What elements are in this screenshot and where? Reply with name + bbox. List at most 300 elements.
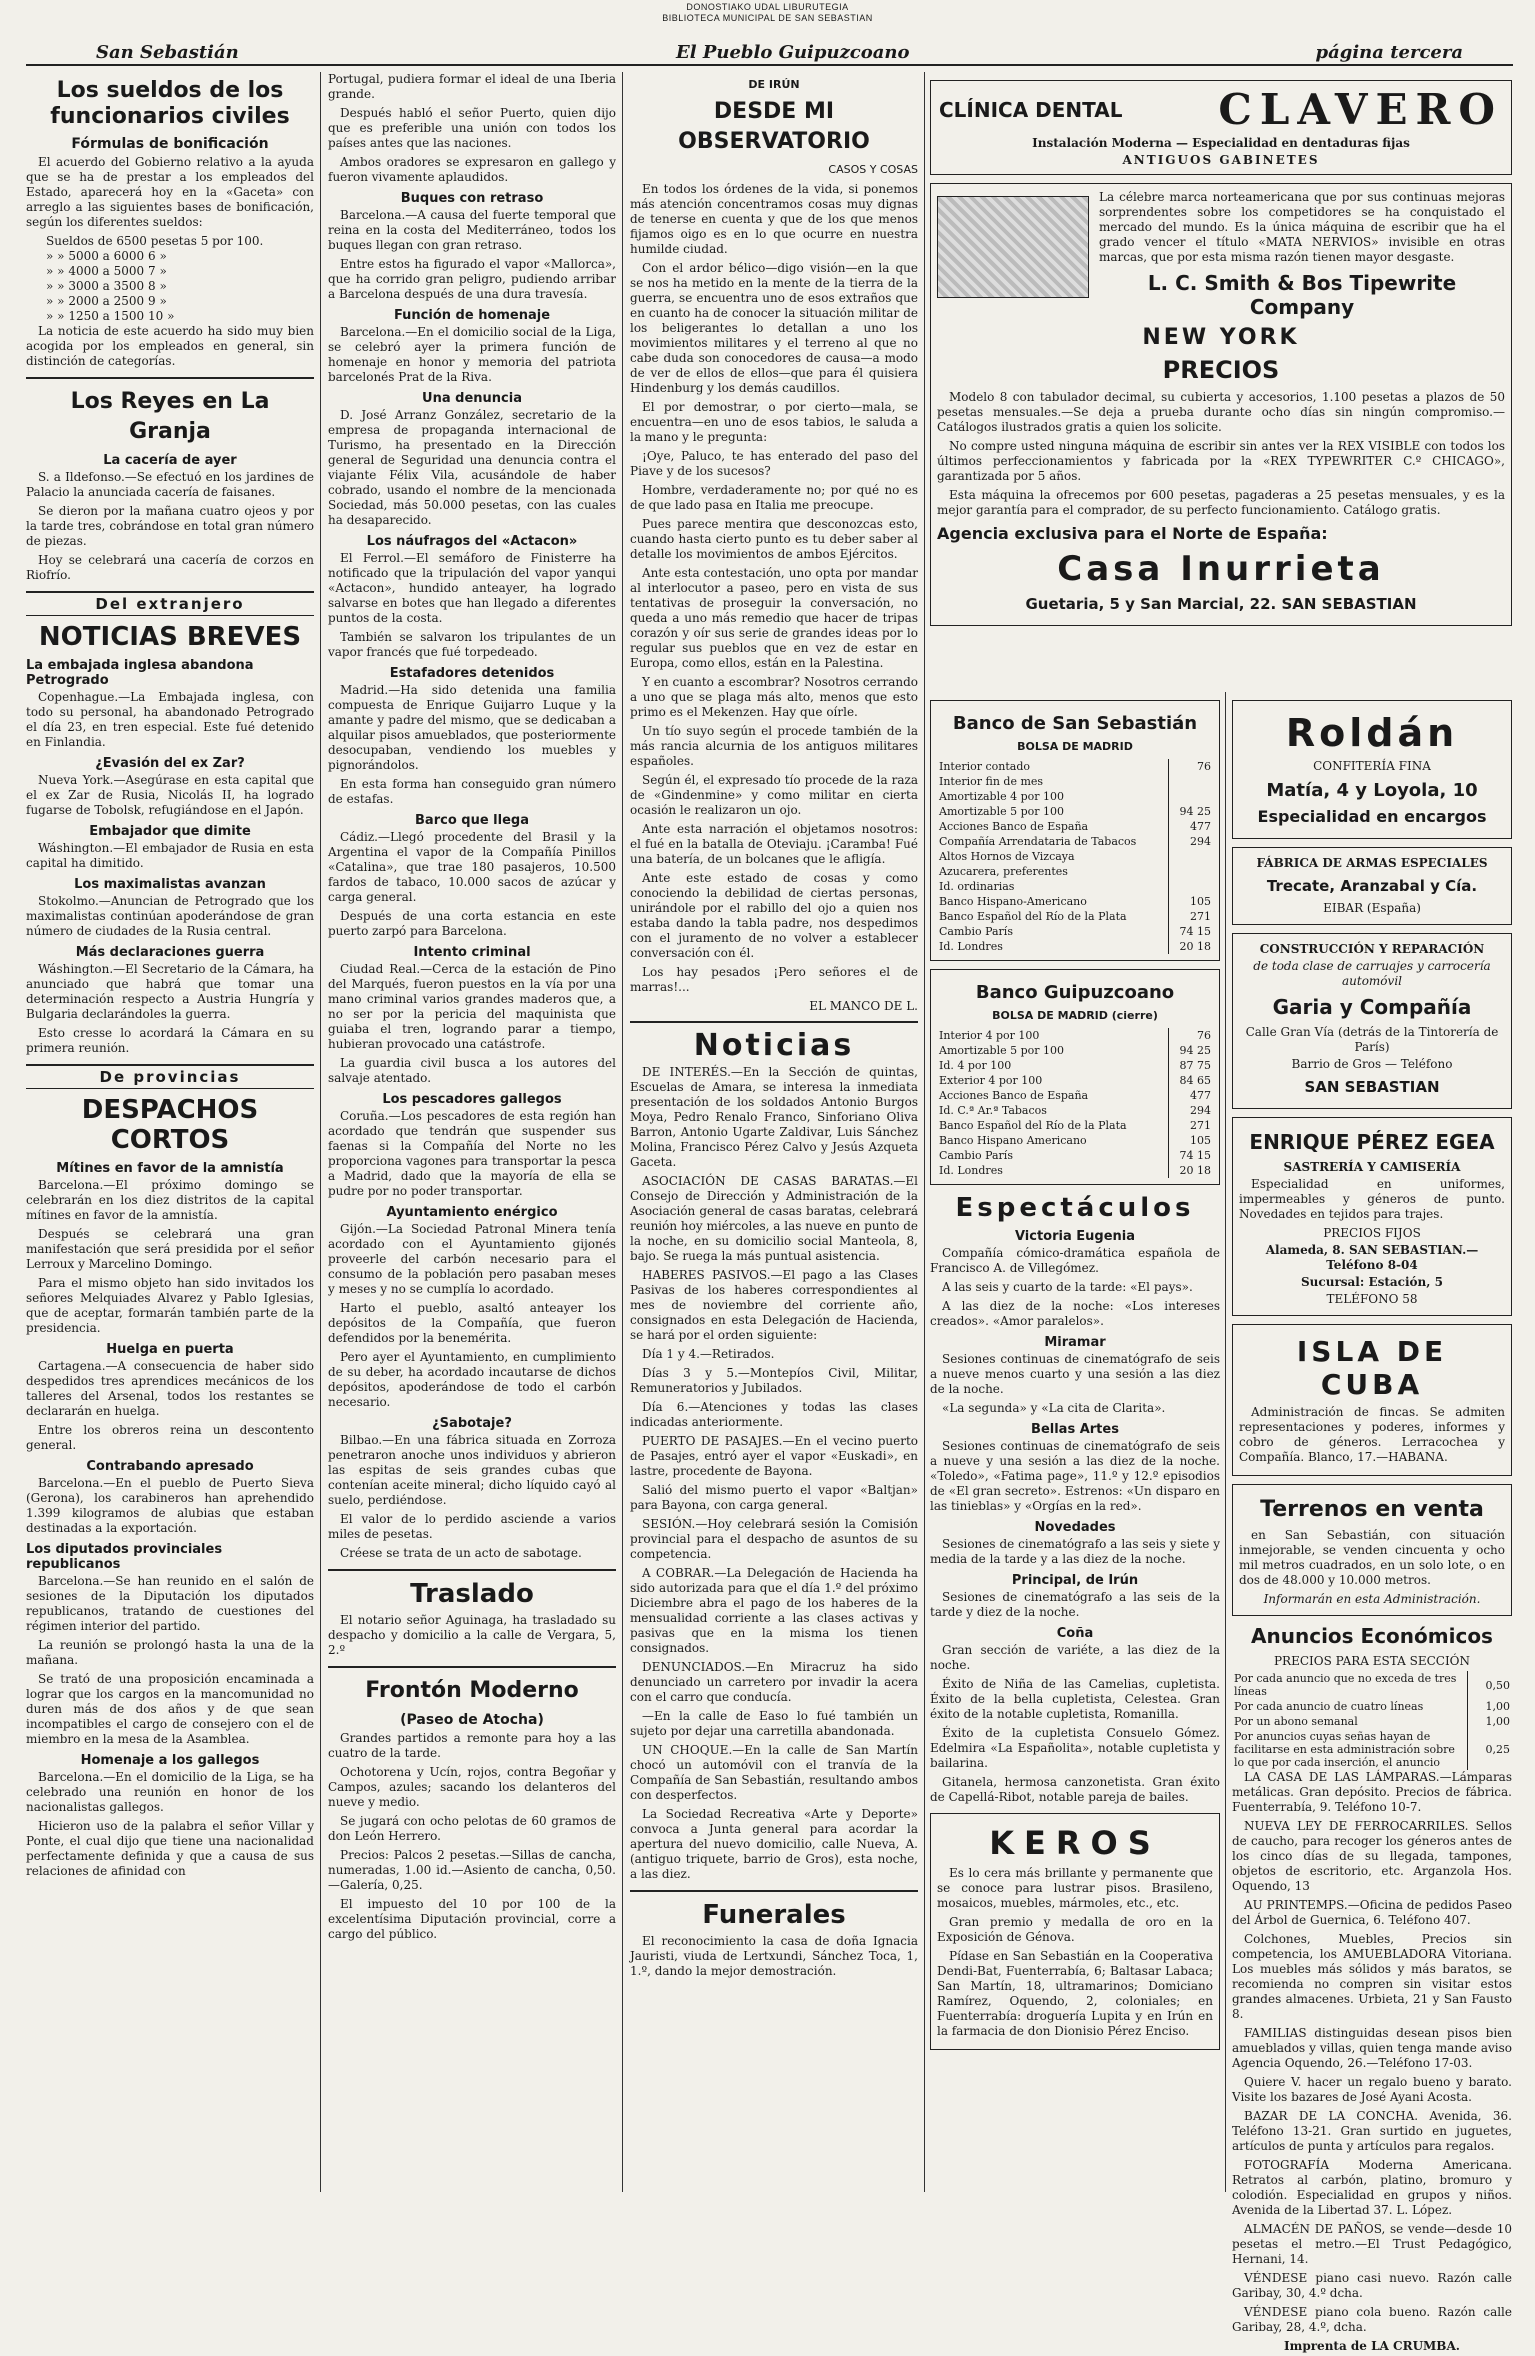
table-cell-value: 94 25	[1169, 1043, 1214, 1058]
show-title: Novedades	[1034, 1520, 1116, 1535]
table-cell-label: Interior fin de mes	[939, 775, 1044, 788]
news-text: ASOCIACIÓN DE CASAS BARATAS.—El Consejo de Dirección y Administración de la Asociación general de casas baratas, celebrará reunión hoy miércoles, a las nueve en punto de la noche, en su domicilio social Manteola, 8, bajo. Se ruega la más puntual asistencia.	[630, 1174, 918, 1263]
news-title: Función de homenaje	[393, 308, 551, 323]
ad-smith-text: La célebre marca norteamericana que por sus continuas mejoras sorprendentes sobre los competidores se ha conquistado el mercado del mundo. Es la única máquina de escribir que ha el grado vencer el título «MATA NERVIOS» invisible en otras marcas, que por esta misma razón tienen mayor desgaste.	[1099, 190, 1505, 264]
news-text: Ambos oradores se expresaron en gallego y fueron vivamente aplaudidos.	[328, 155, 616, 184]
table-cell-value	[1169, 864, 1214, 879]
table-cell-label: Por anuncios cuyas señas hayan de facilitarse en esta administración sobre lo que por cada inserción, el anuncio	[1234, 1730, 1455, 1769]
article-signature: EL MANCO DE L.	[809, 999, 918, 1013]
classified-ad: LA CASA DE LAS LÁMPARAS.—Lámparas metálicas. Gran depósito. Precios de fábrica. Fuenterrabía, 9. Teléfono 10-7.	[1232, 1770, 1512, 1814]
column-rule	[924, 72, 925, 2192]
ad-terrenos-text: en San Sebastián, con situación inmejorable, se venden cincuenta y ocho mil metros cuadrados, en un solo lote, o en dos de 48.000 y 10.000 metros.	[1239, 1528, 1505, 1587]
table-cell-label: Azucarera, preferentes	[939, 865, 1068, 878]
ad-constr-text: de toda clase de carruajes y carrocería automóvil	[1253, 959, 1491, 988]
article-text: Ante esta contestación, uno opta por mandar al interlocutor a paseo, pero en vista de sus tentativas de proseguir la conversación, no queda a uno más remedio que hacer de tripas corazón y oír sus serie de grandes ideas por lo regular sus pueblos que en vez de estar en Europa, como ellos, están en la Palestina.	[630, 566, 918, 670]
bolsa-title: BOLSA DE MADRID	[1017, 740, 1133, 753]
table-cell-label: Amortizable 5 por 100	[939, 1044, 1065, 1057]
table-cell-value: 271	[1169, 909, 1214, 924]
ad-garia-name: Garia y Compañía	[1272, 995, 1472, 1019]
table-row	[937, 1043, 1213, 1058]
news-text: PUERTO DE PASAJES.—En el vecino puerto de Pasajes, entró ayer el vapor «Euskadi», en lastre, procedente de Bayona.	[630, 1434, 918, 1478]
table-row	[937, 879, 1213, 894]
table-cell-label: Exterior 4 por 100	[939, 1074, 1043, 1087]
news-text: Copenhague.—La Embajada inglesa, con todo su personal, ha abandonado Petrogrado el día 23, en tren especial. Este fué detenido en Finlandia.	[26, 690, 314, 749]
ad-perez-name: ENRIQUE PÉREZ EGEA	[1249, 1130, 1495, 1154]
table-row	[937, 1118, 1213, 1133]
ad-casa: Casa Inurrieta	[1057, 549, 1385, 589]
ad-terrenos-title: Terrenos en venta	[1260, 1497, 1484, 1522]
table-row	[937, 789, 1213, 804]
salary-scale	[26, 234, 314, 324]
ad-terrenos-info: Informarán en esta Administración.	[1263, 1592, 1481, 1606]
notice-title: Frontón Moderno	[365, 1678, 579, 1703]
scale-row: » » 1250 a 1500 10 »	[46, 309, 175, 323]
table-cell-label: Cambio París	[939, 925, 1013, 938]
article-subtitle: CASOS Y COSAS	[828, 163, 918, 176]
ad-roldan-text: CONFITERÍA FINA	[1313, 759, 1431, 773]
news-text: Entre estos ha figurado el vapor «Mallorca», que ha corrido gran peligro, pudiendo arribar a Barcelona después de una dura travesía.	[328, 257, 616, 301]
show-title: Bellas Artes	[1031, 1422, 1119, 1437]
table-row	[937, 774, 1213, 789]
ad-keros-text: Pídase en San Sebastián en la Cooperativa Dendi-Bat, Fuenterrabía, 6; Baltasar Labaca; San Martín, 18, ultramarinos; Domiciano Ramírez, Oquendo, 2, coloniales; en Fuenterrabía: droguería Lupita y en Irún en la farmacia de don Dionisio Pérez Enciso.	[937, 1949, 1213, 2038]
classified-ad: Quiere V. hacer un regalo bueno y barato. Visite los bazares de José Ayani Acosta.	[1232, 2075, 1512, 2104]
table-cell-label: Interior 4 por 100	[939, 1029, 1040, 1042]
ad-roldan-title: Roldán	[1285, 711, 1459, 755]
table-cell-value: 94 25	[1169, 804, 1214, 819]
ad-precios-text: No compre usted ninguna máquina de escribir sin antes ver la REX VISIBLE con todos los últimos perfeccionamientos y fabricada por la «REX TYPEWRITER C.º CHICAGO», garantizada por 5 años.	[937, 439, 1505, 483]
news-text: El Ferrol.—El semáforo de Finisterre ha notificado que la tripulación del vapor yanqui «Actacon», hundido anteayer, ha logrado salvarse en botes que han llegado a diferentes puntos de la costa.	[328, 551, 616, 625]
table-cell-label: Id. ordinarias	[939, 880, 1015, 893]
article-title: DESDE MI OBSERVATORIO	[678, 99, 870, 154]
news-text: Hicieron uso de la palabra el señor Villar y Ponte, el cual dijo que tiene una nacionalidad perfectamente definida y que a causa de sus relaciones de afinidad con	[26, 1819, 314, 1878]
table-cell-value: 20 18	[1169, 939, 1214, 954]
column-2	[328, 72, 616, 2192]
news-text: Salió del mismo puerto el vapor «Baltjan» para Bayona, con carga general.	[630, 1483, 918, 1512]
article-text: Los hay pesados ¡Pero señores el de marras!...	[630, 965, 918, 994]
news-text: SESIÓN.—Hoy celebrará sesión la Comisión provincial para el despacho de asuntos de su competencia.	[630, 1517, 918, 1561]
news-text: Créese se trata de un acto de sabotage.	[340, 1546, 582, 1560]
table-cell-label: Por cada anuncio que no exceda de tres líneas	[1234, 1672, 1457, 1698]
bolsa-table	[937, 1028, 1213, 1178]
article-text: La noticia de este acuerdo ha sido muy bien acogida por los empleados en general, sin distinción de categorías.	[26, 324, 314, 368]
table-cell-value: 20 18	[1169, 1163, 1214, 1178]
news-text: UN CHOQUE.—En la calle de San Martín chocó un automóvil con el tranvía de la Compañía de San Sebastián, resultando ambos con desperfectos.	[630, 1743, 918, 1802]
article-text: Según él, el expresado tío procede de la raza de «Gindenmine» y como militar en cierta ocasión le realizaron un ojo.	[630, 773, 918, 817]
article-subtitle: La cacería de ayer	[103, 453, 237, 468]
show-text: Éxito de Niña de las Camelias, cupletista. Éxito de la bella cupletista, Celestea. Gran éxito de la notable cupletista, Romanilla.	[930, 1677, 1220, 1721]
article-title: Los Reyes en La Granja	[70, 389, 270, 444]
ad-perez	[1232, 1117, 1512, 1316]
ad-garia-addr: Calle Gran Vía (detrás de la Tintorería de París)	[1245, 1025, 1499, 1054]
column-3	[630, 72, 918, 2192]
news-text: La reunión se prolongó hasta la una de la mañana.	[26, 1638, 314, 1667]
table-cell-value: 271	[1169, 1118, 1214, 1133]
ad-roldan-addr: Matía, 4 y Loyola, 10	[1266, 780, 1478, 801]
banco-title: Banco de San Sebastián	[952, 713, 1198, 734]
table-cell-label: Id. Londres	[939, 1164, 1003, 1177]
news-text: Nueva York.—Asegúrase en esta capital que el ex Zar de Rusia, Nicolás II, ha logrado fugarse de Tobolsk, refugiándose en el Japón.	[26, 773, 314, 817]
news-title: Ayuntamiento enérgico	[386, 1205, 558, 1220]
table-row	[937, 894, 1213, 909]
column-4-ads	[930, 72, 1512, 2353]
divider	[328, 1666, 616, 1668]
table-cell-label: Interior contado	[939, 760, 1031, 773]
table-row	[937, 909, 1213, 924]
header-right: página tercera	[1315, 42, 1463, 63]
table-cell-label: Id. Londres	[939, 940, 1003, 953]
table-row	[937, 759, 1213, 774]
show-text: Sesiones continuas de cinematógrafo de seis a nueve menos cuarto y una sesión a las diez de la noche.	[930, 1352, 1220, 1396]
ad-roldan	[1232, 700, 1512, 839]
scale-row: » » 4000 a 5000 7 »	[46, 264, 167, 278]
news-text: HABERES PASIVOS.—El pago a las Clases Pasivas de los haberes correspondientes al mes de noviembre del corriente año, consignados en esta Delegación de Hacienda, se hará por el orden siguiente:	[630, 1268, 918, 1342]
table-row	[937, 1088, 1213, 1103]
news-text: Madrid.—Ha sido detenida una familia compuesta de Enrique Guijarro Luque y la amante y padre del mismo, que se dedicaban a alquilar pisos amueblados, que posteriormente desocupaban, vendiendo los muebles y pignorándolos.	[328, 683, 616, 772]
table-cell-label: Acciones Banco de España	[939, 820, 1089, 833]
news-text: En esta forma han conseguido gran número de estafas.	[328, 777, 616, 806]
news-text: Portugal, pudiera formar el ideal de una Iberia grande.	[328, 72, 616, 101]
show-text: Gran sección de variéte, a las diez de la noche.	[930, 1643, 1220, 1672]
ad-garia	[1232, 933, 1512, 1109]
divider	[630, 1021, 918, 1023]
table-cell-value: 1,00	[1468, 1714, 1513, 1729]
column-1	[26, 72, 314, 2192]
article-text: Y en cuanto a escombrar? Nosotros cerrando a uno que se plaga más alto, menos que esto primo es el Mekenzen. Hay que oírle.	[630, 675, 918, 719]
table-cell-value: 477	[1169, 1088, 1214, 1103]
show-text: A las diez de la noche: «Los intereses creados». «Amor paralelos».	[930, 1299, 1220, 1328]
article-text: Ante esta narración el objetamos nosotros: el fué en la batalla de Oteviaju. ¡Caramba! Fué una batería, de un bolcanes que le afligía.	[630, 822, 918, 866]
anuncios-title: Anuncios Económicos	[1251, 1624, 1493, 1648]
table-row	[937, 1058, 1213, 1073]
table-cell-value	[1169, 849, 1214, 864]
table-row	[1232, 1714, 1512, 1729]
imprenta: Imprenta de LA CRUMBA.	[1284, 2339, 1460, 2353]
table-cell-label: Banco Español del Río de la Plata	[939, 910, 1127, 923]
news-text: Wáshington.—El Secretario de la Cámara, ha anunciado que habrá que tomar una determinación respecto a Austria Hungría y Bulgaria declarándoles la guerra.	[26, 962, 314, 1021]
show-text: «La segunda» y «La cita de Clarita».	[942, 1401, 1166, 1415]
header-left: San Sebastián	[96, 42, 239, 63]
news-text: Barcelona.—En el pueblo de Puerto Sieva (Gerona), los carabineros han aprehendido 1.399 kilogramos de alubias que estaban destinadas a la exportación.	[26, 1476, 314, 1535]
news-text: Después de una corta estancia en este puerto zarpó para Barcelona.	[328, 909, 616, 938]
ad-garia-barrio: Barrio de Gros — Teléfono	[1291, 1057, 1453, 1071]
table-cell-value: 76	[1169, 1028, 1214, 1043]
anuncios-subtitle: PRECIOS PARA ESTA SECCIÓN	[1273, 1654, 1471, 1668]
notice-text: Precios: Palcos 2 pesetas.—Sillas de cancha, numeradas, 1.00 id.—Asiento de cancha, 0,50.—Galería, 0,25.	[328, 1848, 616, 1892]
scale-row: » » 2000 a 2500 9 »	[46, 294, 167, 308]
news-text: Barcelona.—En el domicilio social de la Liga, se celebró ayer la primera función de homenaje en honor y memoria del patriota barcelonés Prat de la Riva.	[328, 325, 616, 384]
ad-garia-city: SAN SEBASTIAN	[1304, 1078, 1440, 1096]
header-center: El Pueblo Guipuzcoano	[676, 42, 910, 63]
ad-perez-text: PRECIOS FIJOS	[1323, 1226, 1421, 1240]
classified-ad: AU PRINTEMPS.—Oficina de pedidos Paseo del Árbol de Guernica, 6. Teléfono 407.	[1232, 1898, 1512, 1927]
news-text: El valor de lo perdido asciende a varios miles de pesetas.	[328, 1512, 616, 1541]
table-row	[1232, 1671, 1512, 1699]
section-title: Espectáculos	[955, 1193, 1195, 1223]
column-4-left	[930, 692, 1220, 2058]
news-title: ¿Sabotaje?	[432, 1416, 512, 1431]
table-cell-label: Por un abono semanal	[1234, 1715, 1358, 1728]
news-text: Después habló el señor Puerto, quien dijo que es preferible una unión con todos los países antes que las naciones.	[328, 106, 616, 150]
article-text: Con el ardor bélico—digo visión—en la que se nos ha metido en la mente de la tierra de la guerra, se encuentra uno de esos extraños que en cuanto ha de conocer la situación militar de los beligerantes lo detallan a uno los movimientos militares y el terreno al que no cabe duda son conocedores de causa—a modo de ver de ellos de ellos—que para él quisiera Hindenburg y los demás caudillos.	[630, 261, 918, 395]
scale-row: » » 3000 a 3500 8 »	[46, 279, 167, 293]
table-row	[937, 849, 1213, 864]
scale-row: Sueldos de 6500 pesetas 5 por 100.	[46, 234, 264, 248]
table-cell-label: Altos Hornos de Vizcaya	[939, 850, 1075, 863]
news-title: Barco que llega	[415, 813, 529, 828]
table-cell-value: 294	[1169, 1103, 1214, 1118]
library-line-1: DONOSTIAKO UDAL LIBURUTEGIA	[686, 2, 849, 12]
ad-roldan-spec: Especialidad en encargos	[1257, 807, 1487, 826]
news-text: D. José Arranz González, secretario de la empresa de propaganda internacional de Turismo, ha presentado en la Dirección general de Seguridad una denuncia contra el viajante Félix Vila, acusándole de haber cobrado, usando el nombre de la mencionada Sociedad, más 50.000 pesetas, con las cuales ha desaparecido.	[328, 408, 616, 527]
notice-subtitle: (Paseo de Atocha)	[400, 1712, 544, 1728]
news-text: Días 3 y 5.—Montepíos Civil, Militar, Remuneratorios y Jubilados.	[630, 1366, 918, 1395]
table-row	[937, 939, 1213, 954]
bolsa-table	[937, 759, 1213, 954]
news-title: ¿Evasión del ex Zar?	[95, 756, 245, 771]
table-cell-value	[1169, 774, 1214, 789]
banco-title: Banco Guipuzcoano	[975, 982, 1175, 1003]
table-cell-label: Cambio París	[939, 1149, 1013, 1162]
article-text: ¡Oye, Paluco, te has enterado del paso del Piave y de los sucesos?	[630, 449, 918, 478]
classified-ad: BAZAR DE LA CONCHA. Avenida, 36. Teléfono 13-21. Gran surtido en juguetes, artículos de punta y artículos para regalos.	[1232, 2109, 1512, 2153]
anuncios-table	[1232, 1671, 1512, 1770]
table-row	[937, 1148, 1213, 1163]
classified-ad: VÉNDESE piano casi nuevo. Razón calle Garibay, 30, 4.º dcha.	[1232, 2271, 1512, 2300]
ad-smith	[930, 183, 1512, 626]
news-title: Homenaje a los gallegos	[80, 1753, 260, 1768]
classified-ad: ALMACÉN DE PAÑOS, se vende—desde 10 pesetas el metro.—El Trust Pedagógico, Hernani, 14.	[1232, 2222, 1512, 2266]
ad-perez-text: Especialidad en uniformes, impermeables y géneros de punto. Novedades en tejidos para trajes.	[1239, 1177, 1505, 1221]
ad-keros	[930, 1813, 1220, 2050]
table-row	[937, 1103, 1213, 1118]
column-4-right	[1232, 692, 1512, 2356]
page-header	[26, 40, 1513, 66]
table-cell-label: Banco Hispano Americano	[939, 1134, 1087, 1147]
ad-clinica-name: CLAVERO	[1218, 85, 1503, 134]
show-text: Compañía cómico-dramática española de Francisco A. de Villegómez.	[930, 1246, 1220, 1275]
table-cell-value	[1169, 789, 1214, 804]
table-cell-value	[1169, 879, 1214, 894]
column-rule	[320, 72, 321, 2192]
ad-keros-text: Es lo cera más brillante y permanente que se conoce para lustrar pisos. Brasileno, mosaicos, muebles, mármoles, etc., etc.	[937, 1866, 1213, 1910]
table-row	[1232, 1699, 1512, 1714]
table-cell-value: 84 65	[1169, 1073, 1214, 1088]
news-text: Se trató de una proposición encaminada a lograr que los cargos en la mancomunidad no duren más de dos años y de que sean incompatibles el cargo de consejero con el de miembro en la mesa de la Asamblea.	[26, 1672, 314, 1746]
table-cell-value: 477	[1169, 819, 1214, 834]
table-row	[1232, 1729, 1512, 1770]
news-text: Stokolmo.—Anuncian de Petrogrado que los maximalistas continúan apoderándose de gran número de ciudades de la Rusia central.	[26, 894, 314, 938]
banco-san-sebastian	[930, 700, 1220, 961]
news-text: La guardia civil busca a los autores del salvaje atentado.	[328, 1056, 616, 1085]
ad-agencia: Agencia exclusiva para el Norte de España:	[937, 524, 1328, 543]
table-cell-label: Banco Hispano-Americano	[939, 895, 1087, 908]
table-cell-label: Banco Español del Río de la Plata	[939, 1119, 1127, 1132]
news-text: Para el mismo objeto han sido invitados los señores Melquiades Alvarez y Pablo Iglesias, que de aceptar, formarán también parte de la presidencia.	[26, 1276, 314, 1335]
news-text: A COBRAR.—La Delegación de Hacienda ha sido autorizada para que el día 1.º del próximo Diciembre abra el pago de los haberes de la mensualidad corriente a las clases activas y pasivas que en la misma los tienen consignados.	[630, 1566, 918, 1655]
notice-text: El notario señor Aguinaga, ha trasladado su despacho y domicilio a la calle de Vergara, 5, 2.º	[328, 1613, 616, 1657]
news-text: La Sociedad Recreativa «Arte y Deporte» convoca a Junta general para acordar la apertura del nuevo domicilio, calle Nueva, A. (antiguo triquete, barrio de Gros), esta noche, a las diez.	[630, 1807, 918, 1881]
article-text: Se dieron por la mañana cuatro ojeos y por la tarde tres, cobrándose en total gran número de piezas.	[26, 504, 314, 548]
library-stamp	[0, 2, 1535, 24]
classified-ad: FOTOGRAFÍA Moderna Americana. Retratos al carbón, platino, bromuro y colodión. Especialidad en grupos y niños. Avenida de la Libertad 37. L. López.	[1232, 2158, 1512, 2217]
table-row	[937, 1133, 1213, 1148]
table-cell-label: Compañía Arrendataria de Tabacos	[939, 835, 1137, 848]
news-text: También se salvaron los tripulantes de un vapor francés que fué torpedeado.	[328, 630, 616, 659]
news-title: La embajada inglesa abandona Petrogrado	[26, 658, 254, 688]
show-title: Miramar	[1044, 1335, 1106, 1350]
table-cell-label: Id. C.ª Ar.ª Tabacos	[939, 1104, 1047, 1117]
news-text: Ciudad Real.—Cerca de la estación de Pino del Marqués, fueron puestos en la vía por una mano criminal varios grandes maderos que, a no ser por la pericia del maquinista que guiaba el tren, logrando parar a tiempo, hubieran provocado una catástrofe.	[328, 962, 616, 1051]
ad-fabrica-title: FÁBRICA DE ARMAS ESPECIALES	[1256, 856, 1488, 870]
ad-keros-text: Gran premio y medalla de oro en la Exposición de Génova.	[937, 1915, 1213, 1944]
ad-clinica-top: CLÍNICA DENTAL	[939, 97, 1123, 122]
article-text: El por demostrar, o por cierto—mala, se encuentra—en uno de esos tabios, le saluda a la mano y le pregunta:	[630, 400, 918, 444]
news-title: Los diputados provinciales republicanos	[26, 1542, 223, 1572]
news-title: Los náufragos del «Actacon»	[366, 534, 578, 549]
ad-precios-title: PRECIOS	[1162, 356, 1280, 384]
article-text: Un tío suyo según el procede también de la más rancia alcurnia de los antiguos militares españoles.	[630, 724, 918, 768]
ad-smith-name: L. C. Smith & Bos Tipewrite Company	[1147, 271, 1457, 319]
classified-ad: NUEVA LEY DE FERROCARRILES. Sellos de caucho, para recoger los géneros antes de los cinco días de su llegada, tampones, objetos de escritorio, etc. Arganzola Hos. Oquendo, 13	[1232, 1819, 1512, 1893]
table-cell-label: Amortizable 4 por 100	[939, 790, 1065, 803]
ad-perez-phone: TELÉFONO 58	[1326, 1292, 1418, 1306]
classified-ad: Colchones, Muebles, Precios sin competencia, los AMUEBLADORA Vitoriana. Los muebles más sólidos y más baratos, se recomienda no compren sin visitar estos grandes almacenes. Urbieta, 21 y San Fausto 8.	[1232, 1932, 1512, 2021]
news-text: DE INTERÉS.—En la Sección de quintas, Escuelas de Amara, se interesa la inmediata presentación de los soldados Antonio Burgos Moya, Pedro Renalo Franco, Sinforiano Oliva Barron, Antonio Ugarte Zaldivar, Luis Sánchez Molina, Francisco Pérez Calvo y Jesús Azqueta Gaceta.	[630, 1065, 918, 1169]
ad-precios-text: Modelo 8 con tabulador decimal, su cubierta y accesorios, 1.100 pesetas a plazos de 50 pesetas mensuales.—Se deja a prueba durante ocho días sin ningún compromiso.—Catálogos ilustrados gratis a quien los solicite.	[937, 390, 1505, 434]
news-title: Contrabando apresado	[86, 1459, 254, 1474]
news-text: Entre los obreros reina un descontento general.	[26, 1423, 314, 1452]
news-title: Buques con retraso	[400, 191, 544, 206]
news-text: Coruña.—Los pescadores de esta región han acordado que tendrán que suspender sus faenas si la Compañía del Norte no les proporciona vagones para transportar la pesca a Madrid, dado que la mayoría de ella se pudre por no poder transportar.	[328, 1109, 616, 1198]
show-text: Gitanela, hermosa canzonetista. Gran éxito de Capellá-Ribot, notable pareja de bailes.	[930, 1775, 1220, 1804]
table-row	[937, 1163, 1213, 1178]
article-text: En todos los órdenes de la vida, si ponemos más atención concentramos cosas muy dignas de tenerse en cuenta y que de los que menos fijamos oigo es en lo que ocurre en nuestra humilde ciudad.	[630, 182, 918, 256]
news-text: Harto el pueblo, asaltó anteayer los depósitos de la Compañía, que fueron defendidos por la benemérita.	[328, 1301, 616, 1345]
news-title: Embajador que dimite	[89, 824, 251, 839]
divider	[26, 377, 314, 379]
classified-ad: FAMILIAS distinguidas desean pisos bien amueblados y villas, quien tenga mande aviso Agencia Oquendo, 26.—Teléfono 17-03.	[1232, 2026, 1512, 2070]
ad-cuba-title: ISLA DE CUBA	[1296, 1335, 1448, 1401]
news-title: Los maximalistas avanzan	[74, 877, 266, 892]
show-text: A las seis y cuarto de la tarde: «El pays».	[942, 1280, 1193, 1294]
ad-fabrica-name: Trecate, Aranzabal y Cía.	[1266, 877, 1478, 895]
news-title: Huelga en puerta	[106, 1342, 234, 1357]
show-text: Éxito de la cupletista Consuelo Gómez. Edelmira «La Españolita», notable cupletista y bailarina.	[930, 1726, 1220, 1770]
notice-text: Grandes partidos a remonte para hoy a las cuatro de la tarde.	[328, 1731, 616, 1760]
bolsa-title: BOLSA DE MADRID (cierre)	[992, 1009, 1158, 1022]
table-cell-label: Por cada anuncio de cuatro líneas	[1234, 1700, 1424, 1713]
ad-terrenos	[1232, 1484, 1512, 1616]
ad-perez-sucursal: Sucursal: Estación, 5	[1301, 1275, 1443, 1289]
table-cell-value: 105	[1169, 894, 1214, 909]
news-title: Los pescadores gallegos	[382, 1092, 562, 1107]
news-text: Barcelona.—Se han reunido en el salón de sesiones de la Diputación los diputados republicanos, tratando de cuestiones del régimen interior del partido.	[26, 1574, 314, 1633]
news-text: Wáshington.—El embajador de Rusia en esta capital ha dimitido.	[26, 841, 314, 870]
article-text: Hombre, verdaderamente no; por qué no es de que lado pasa en Italia me preocupe.	[630, 483, 918, 512]
news-text: Pero ayer el Ayuntamiento, en cumplimiento de su deber, ha acordado incautarse de dichos depósitos, apoderándose de todo el carbón necesario.	[328, 1350, 616, 1409]
news-text: Bilbao.—En una fábrica situada en Zorroza penetraron anoche unos individuos y abrieron las espitas de seis grandes cubas que contenían aceite mineral; dicho líquido cayó al suelo, perdiéndose.	[328, 1433, 616, 1507]
divider	[328, 1569, 616, 1571]
news-text: Cartagena.—A consecuencia de haber sido despedidos tres aprendices mecánicos de los talleres del Arsenal, todos los restantes se declararán en huelga.	[26, 1359, 314, 1418]
ad-precios-text: Esta máquina la ofrecemos por 600 pesetas, pagaderas a 25 pesetas mensuales, y es la mejor garantía para el comprador, de su perfecto funcionamiento. Catálogo gratis.	[937, 488, 1505, 517]
table-cell-value: 0,50	[1468, 1671, 1513, 1699]
table-row	[937, 834, 1213, 849]
article-title: Los sueldos de los funcionarios civiles	[50, 78, 290, 129]
section-title: De provincias	[26, 1064, 314, 1089]
article-text: Hoy se celebrará una cacería de corzos en Riofrío.	[26, 553, 314, 582]
ad-constr-title: CONSTRUCCIÓN Y REPARACIÓN	[1259, 942, 1485, 956]
news-text: Después se celebrará una gran manifestación que será presidida por el señor Lerroux y Marcelino Domingo.	[26, 1227, 314, 1271]
news-title: Una denuncia	[422, 391, 522, 406]
notice-title: Traslado	[410, 1579, 534, 1609]
table-row	[937, 819, 1213, 834]
table-cell-value: 87 75	[1169, 1058, 1214, 1073]
notice-text: Se jugará con ocho pelotas de 60 gramos de don León Herrero.	[328, 1814, 616, 1843]
table-row	[937, 1028, 1213, 1043]
ad-perez-text: SASTRERÍA Y CAMISERÍA	[1283, 1160, 1461, 1174]
table-cell-value: 1,00	[1468, 1699, 1513, 1714]
show-title: Principal, de Irún	[1011, 1573, 1139, 1588]
table-cell-value: 0,25	[1468, 1729, 1513, 1770]
table-cell-value: 74 15	[1169, 1148, 1214, 1163]
section-title: Del extranjero	[26, 591, 314, 616]
table-cell-value: 76	[1169, 759, 1214, 774]
table-cell-label: Acciones Banco de España	[939, 1089, 1089, 1102]
typewriter-image-icon	[937, 196, 1089, 298]
scale-row: » » 5000 a 6000 6 »	[46, 249, 167, 263]
article-title: DESPACHOS CORTOS	[81, 1095, 259, 1155]
classified-ad: VÉNDESE piano cola bueno. Razón calle Garibay, 28, 4.º, dcha.	[1232, 2305, 1512, 2334]
table-cell-value: 74 15	[1169, 924, 1214, 939]
ad-fabrica-city: EIBAR (España)	[1323, 901, 1421, 915]
article-text: S. a Ildefonso.—Se efectuó en los jardines de Palacio la anunciada cacería de faisanes.	[26, 470, 314, 499]
table-cell-value: 105	[1169, 1133, 1214, 1148]
table-row	[937, 924, 1213, 939]
ad-perez-addr: Alameda, 8. SAN SEBASTIAN.—Teléfono 8-04	[1265, 1243, 1479, 1272]
article-text: Pues parece mentira que desconozcas esto, cuando hasta cierto punto es tu deber saber al detalle los movimientos de ambos Ejércitos.	[630, 517, 918, 561]
ad-fabrica	[1232, 847, 1512, 925]
column-rule	[622, 72, 623, 2192]
divider	[630, 1890, 918, 1892]
ad-smith-city: NEW YORK	[1142, 325, 1300, 350]
article-kicker: DE IRÚN	[748, 78, 800, 91]
show-text: Sesiones continuas de cinematógrafo de seis a nueve y una sesión a las diez de la noche. «Toledo», «Fatima page», 11.º y 12.º episodios de «El gran secreto». Estrenos: «Un disparo en las tinieblas» y «Orgías en la red».	[930, 1439, 1220, 1513]
ad-clinica-sub2: ANTIGUOS GABINETES	[1122, 153, 1320, 167]
news-text: Barcelona.—A causa del fuerte temporal que reina en la costa del Mediterráneo, todos los buques llegan con gran retraso.	[328, 208, 616, 252]
table-cell-value: 294	[1169, 834, 1214, 849]
article-text: El acuerdo del Gobierno relativo a la ayuda que se ha de prestar a los empleados del Estado, aparecerá hoy en la «Gaceta» con arreglo a las siguientes bases de bonificación, según los diferentes sueldos:	[26, 155, 314, 229]
news-text: El reconocimiento la casa de doña Ignacia Jauristi, viuda de Lertxundi, Sánchez Toca, 1, 1.º, dando la mejor demostración.	[630, 1934, 918, 1978]
news-text: Barcelona.—En el domicilio de la Liga, se ha celebrado una reunión en honor de los nacionalistas gallegos.	[26, 1770, 314, 1814]
library-line-2: BIBLIOTECA MUNICIPAL DE SAN SEBASTIAN	[662, 13, 873, 23]
table-cell-label: Id. 4 por 100	[939, 1059, 1012, 1072]
notice-text: El impuesto del 10 por 100 de la excelentísima Diputación provincial, corre a cargo del público.	[328, 1897, 616, 1941]
news-text: Día 6.—Atenciones y todas las clases indicadas anteriormente.	[630, 1400, 918, 1429]
ad-cuba-text: Administración de fincas. Se admiten representaciones y poderes, informes y cobro de géneros. Lerracochea y Compañía. Blanco, 17.—HABANA.	[1239, 1405, 1505, 1464]
show-title: Victoria Eugenia	[1014, 1229, 1136, 1244]
table-row	[937, 804, 1213, 819]
news-title: Mítines en favor de la amnistía	[56, 1161, 284, 1176]
news-text: DENUNCIADOS.—En Miracruz ha sido denunciado un carretero por invadir la acera con el carro que conducía.	[630, 1660, 918, 1704]
article-subtitle: Fórmulas de bonificación	[71, 136, 269, 152]
show-text: Sesiones de cinematógrafo a las seis y siete y media de la tarde y a las diez de la noche.	[930, 1537, 1220, 1566]
table-row	[937, 864, 1213, 879]
news-text: Gijón.—La Sociedad Patronal Minera tenía acordado con el Ayuntamiento gijonés proveerle del carbón necesario para el consumo de la población pero pasaban meses y meses y no se cumplía lo acordado.	[328, 1222, 616, 1296]
news-title: Estafadores detenidos	[389, 666, 555, 681]
banco-guipuzcoano	[930, 969, 1220, 1185]
article-title: NOTICIAS BREVES	[38, 622, 302, 652]
news-text: Día 1 y 4.—Retirados.	[642, 1347, 775, 1361]
